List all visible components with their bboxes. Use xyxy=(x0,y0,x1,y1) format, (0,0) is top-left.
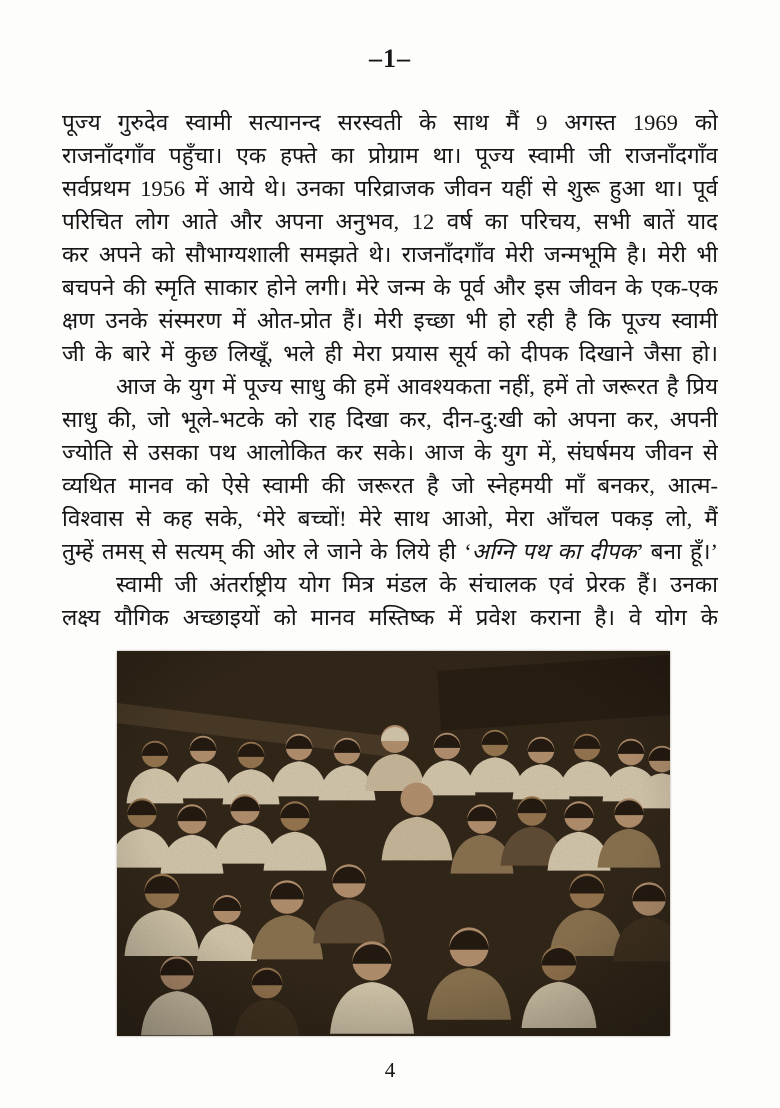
text-segment: लक्ष्य यौगिक अच्छाइयों को मानव मस्तिष्क में प्रवेश कराना है। वे योग के xyxy=(62,605,718,630)
text-line xyxy=(62,370,718,403)
text-block xyxy=(62,106,718,634)
text-segment: सर्वप्रथम 1956 में आये थे। उनका परिव्राजक जीवन यहीं से शुरू हुआ था। पूर्व xyxy=(62,176,718,201)
text-line xyxy=(62,304,718,337)
text-segment: ज्योति से उसका पथ आलोकित कर सके। आज के युग में, संघर्षमय जीवन से xyxy=(62,440,718,465)
text-line xyxy=(62,238,718,271)
page-header-number: –1– xyxy=(369,44,411,73)
text-segment: राजनाँदगाँव पहुँचा। एक हफ्ते का प्रोग्राम था। पूज्य स्वामी जी राजनाँदगाँव xyxy=(62,143,718,168)
italic-phrase: अग्नि पथ का दीपक xyxy=(471,539,637,564)
text-segment: कर अपने को सौभाग्यशाली समझते थे। राजनाँदगाँव मेरी जन्मभूमि है। मेरी भी xyxy=(62,242,718,267)
text-line xyxy=(62,535,718,568)
text-line xyxy=(62,601,718,634)
paragraph xyxy=(62,370,718,568)
paragraph xyxy=(62,568,718,634)
text-line xyxy=(62,172,718,205)
text-segment: साधु की, जो भूले-भटके को राह दिखा कर, दीन-दु:खी को अपना कर, अपनी xyxy=(62,407,718,432)
page-number: 4 xyxy=(384,1058,396,1082)
text-segment: तुम्हें तमस् से सत्यम् की ओर ले जाने के लिये ही ‘ xyxy=(62,539,472,564)
text-line xyxy=(62,568,718,601)
group-photograph xyxy=(117,651,670,1036)
group-photograph-illustration xyxy=(117,651,670,1036)
text-line xyxy=(62,436,718,469)
text-segment: स्वामी जी अंतर्राष्ट्रीय योग मित्र मंडल के संचालक एवं प्रेरक हैं। उनका xyxy=(116,572,718,597)
text-segment: ’ बना हूँ।’ xyxy=(636,539,718,564)
text-line xyxy=(62,139,718,172)
text-segment: पूज्य गुरुदेव स्वामी सत्यानन्द सरस्वती के साथ मैं 9 अगस्त 1969 को xyxy=(62,110,718,135)
text-segment: विश्वास से कह सके, ‘मेरे बच्चों! मेरे साथ आओ, मेरा आँचल पकड़ लो, मैं xyxy=(62,506,718,531)
text-line xyxy=(62,271,718,304)
text-segment: आज के युग में पूज्य साधु की हमें आवश्यकता नहीं, हमें तो जरूरत है प्रिय xyxy=(116,374,718,399)
text-segment: बचपने की स्मृति साकार होने लगी। मेरे जन्म के पूर्व और इस जीवन के एक-एक xyxy=(62,275,718,300)
text-line xyxy=(62,469,718,502)
text-line xyxy=(62,205,718,238)
text-segment: जी के बारे में कुछ लिखूँ, भले ही मेरा प्रयास सूर्य को दीपक दिखाने जैसा हो। xyxy=(62,341,718,366)
text-segment: परिचित लोग आते और अपना अनुभव, 12 वर्ष का परिचय, सभी बातें याद xyxy=(62,209,718,234)
text-line xyxy=(62,502,718,535)
paragraph xyxy=(62,106,718,370)
text-segment: क्षण उनके संस्मरण में ओत-प्रोत हैं। मेरी इच्छा भी हो रही है कि पूज्य स्वामी xyxy=(62,308,718,333)
text-line xyxy=(62,337,718,370)
text-line xyxy=(62,106,718,139)
text-line xyxy=(62,403,718,436)
text-segment: व्यथित मानव को ऐसे स्वामी की जरूरत है जो स्नेहमयी माँ बनकर, आत्म- xyxy=(62,473,718,498)
